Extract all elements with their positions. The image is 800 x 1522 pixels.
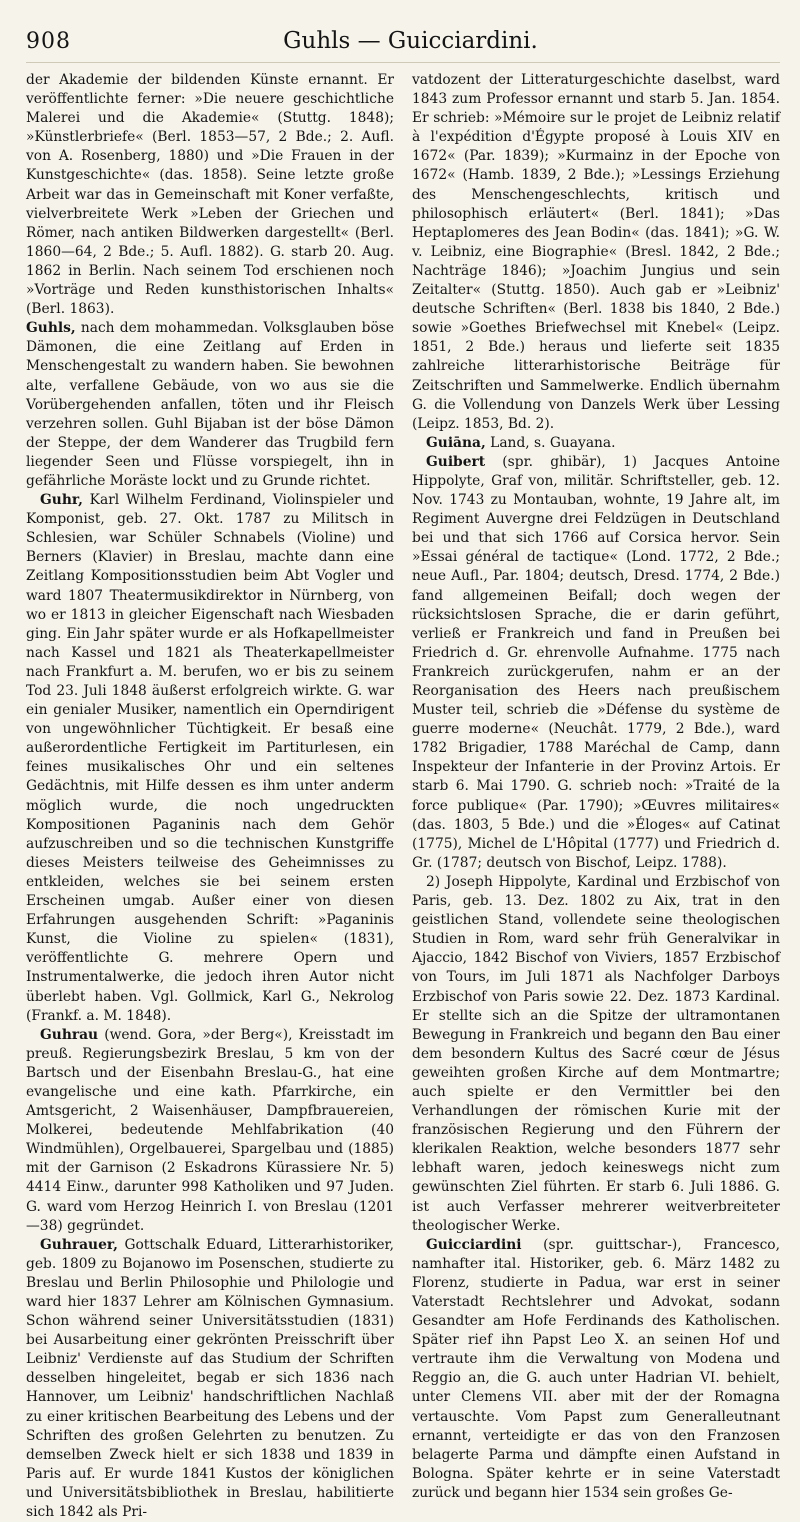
page-number: 908 — [26, 29, 71, 54]
entry-guhls — [26, 319, 394, 491]
headword: Guhrau — [40, 1026, 99, 1043]
headword: Guhr, — [40, 492, 83, 509]
entry-guibert-2 — [412, 873, 780, 1236]
entry-guhr — [26, 491, 394, 1026]
entry-continuation — [412, 71, 780, 434]
entry-guicciardini — [412, 1236, 780, 1503]
page-header — [26, 28, 780, 63]
headword: Guhls, — [26, 320, 76, 337]
entry-text: (wend. Gora, »der Berg«), Kreisstadt im preuß. Regierungsbezirk Breslau, 5 km von der Bartsch und der Eisenbahn Breslau-G., hat eine evangelische und eine kath. Pfarrkirche, ein Amtsgericht, 2 Waisenhäuser, Dampfbrauereien, Molkerei, bedeutende Mehlfabrikation (40 Windmühlen), Orgelbauerei, Spargelbau und (1885) mit der Garnison (2 Eskadrons Kürassiere Nr. 5) 4414 Einw., darunter 998 Katholiken und 97 Juden. G. ward vom Herzog Heinrich I. von Breslau (1201—38) gegründet. — [26, 1026, 394, 1234]
left-column — [26, 71, 394, 1521]
entry-continuation — [26, 71, 394, 319]
headword: Guhrauer, — [40, 1236, 118, 1253]
running-title: Guhls — Guicciardini. — [283, 28, 538, 54]
entry-text: nach dem mohammedan. Volksglauben böse Dämonen, die eine Zeitlang auf Erden in Menschengestalt zu wandern haben. Sie bewohnen alte, verfallene Gebäude, von wo aus sie die Vorübergehenden anfallen, töten und ihr Fleisch verzehren sollen. Guhl Bijaban ist der böse Dämon der Steppe, der dem Wanderer das Trugbild fern liegender Seen und Flüsse vorspiegelt, ihn in gefährliche Moräste lockt und zu Grunde richtet. — [26, 320, 394, 489]
entry-text: Land, s. Guayana. — [485, 434, 616, 451]
entry-text: 2) Joseph Hippolyte, Kardinal und Erzbischof von Paris, geb. 13. Dez. 1802 zu Aix, trat in den geistlichen Stand, vollendete seine theologischen Studien in Rom, ward sehr früh Generalvikar in Ajaccio, 1842 Bischof von Viviers, 1857 Erzbischof von Tours, im Juli 1871 als Nachfolger Darboys Erzbischof von Paris sowie 22. Dez. 1873 Kardinal. Er stellte sich an die Spitze der ultramontanen Bewegung in Frankreich und begann den Bau einer dem besondern Kultus des Sacré cœur de Jésus geweihten großen Kirche auf dem Montmartre; auch spielte er den Vermittler bei den Verhandlungen der römischen Kurie mit der französischen Regierung und den Führern der klerikalen Reaktion, welche besonders 1877 sehr lebhaft waren, jedoch keineswegs nicht zum gewünschten Ziel führten. Er starb 6. Juli 1886. G. ist auch Verfasser mehrerer weitverbreiteter theologischer Werke. — [412, 873, 780, 1234]
right-column — [412, 71, 780, 1501]
paragraph-text: vatdozent der Litteraturgeschichte daselbst, ward 1843 zum Professor ernannt und starb 5. Jan. 1854. Er schrieb: »Mémoire sur le projet de Leibniz relatif à l'expédition d'Égypte proposé à Louis XIV en 1672« (Par. 1839); »Kurmainz in der Epoche von 1672« (Hamb. 1839, 2 Bde.); »Lessings Erziehung des Menschengeschlechts, kritisch und philosophisch erläutert« (Berl. 1841); »Das Heptaplomeres des Jean Bodin« (das. 1841); »G. W. v. Leibniz, eine Biographie« (Bresl. 1842, 2 Bde.; Nachträge 1846); »Joachim Jungius und sein Zeitalter« (Stuttg. 1850). Auch gab er »Leibniz' deutsche Schriften« (Berl. 1838 bis 1840, 2 Bde.) sowie »Goethes Briefwechsel mit Knebel« (Leipz. 1851, 2 Bde.) heraus und lieferte seit 1835 zahlreiche litterarhistorische Beiträge für Zeitschriften und Sammelwerke. Endlich übernahm G. die Vollendung von Danzels Werk über Lessing (Leipz. 1853, Bd. 2). — [412, 72, 780, 432]
entry-guibert — [412, 453, 780, 873]
paragraph-text: der Akademie der bildenden Künste ernannt. Er veröffentlichte ferner: »Die neuere geschichtliche Malerei und die Akademie« (Stuttg. 1848); »Künstlerbriefe« (Berl. 1853—57, 2 Bde.; 2. Aufl. von A. Rosenberg, 1880) und »Die Frauen in der Kunstgeschichte« (das. 1858). Seine letzte große Arbeit war das in Gemeinschaft mit Koner verfaßte, vielverbreitete Werk »Leben der Griechen und Römer, nach antiken Bildwerken dargestellt« (Berl. 1860—64, 2 Bde.; 5. Aufl. 1882). G. starb 20. Aug. 1862 in Berlin. Nach seinem Tod erschienen noch »Vorträge und Reden kunsthistorischen Inhalts« (Berl. 1863). — [26, 72, 394, 318]
entry-text: (spr. ghibär), 1) Jacques Antoine Hippolyte, Graf von, militär. Schriftsteller, geb. 12. Nov. 1743 zu Montauban, wohnte, 19 Jahre alt, im Regiment Auvergne drei Feldzügen in Deutschland bei und that sich 1766 auf Corsica hervor. Sein »Essai général de tactique« (Lond. 1772, 2 Bde.; neue Aufl., Par. 1804; deutsch, Dresd. 1774, 2 Bde.) fand allgemeinen Beifall; doch wegen der rücksichtslosen Sprache, die er darin geführt, verließ er Frankreich und fand in Preußen bei Friedrich d. Gr. ehrenvolle Aufnahme. 1775 nach Frankreich zurückgerufen, nahm er an der Reorganisation des Heers nach preußischem Muster teil, schrieb die »Défense du système de guerre moderne« (Neuchât. 1779, 2 Bde.), ward 1782 Brigadier, 1788 Maréchal de Camp, dann Inspekteur der Infanterie in der Provinz Artois. Er starb 6. Mai 1790. G. schrieb noch: »Traité de la force publique« (Par. 1790); »Œuvres militaires« (das. 1803, 5 Bde.) und die »Éloges« auf Catinat (1775), Michel de L'Hôpital (1777) und Friedrich d. Gr. (1787; deutsch von Bischof, Leipz. 1788). — [412, 453, 780, 871]
entry-guhrauer — [26, 1236, 394, 1522]
entry-guhrau — [26, 1026, 394, 1236]
entry-guiana — [412, 434, 780, 453]
entry-text: Gottschalk Eduard, Litterarhistoriker, geb. 1809 zu Bojanowo im Posenschen, studierte zu Breslau und Berlin Philosophie und Philologie und ward hier 1837 Lehrer am Kölnischen Gymnasium. Schon während seiner Universitätsstudien (1831) bei Ausarbeitung einer gekrönten Preisschrift über Leibniz' Verdienste auf das Studium der Schriften desselben hingeleitet, begab er sich 1836 nach Hannover, um Leibniz' handschriftlichen Nachlaß zu einer kritischen Bearbeitung des Lebens und der Schriften des großen Gelehrten zu benutzen. Zu demselben Zweck hielt er sich 1838 und 1839 in Paris auf. Er wurde 1841 Kustos der königlichen und Universitätsbibliothek in Breslau, habilitierte sich 1842 als Pri- — [26, 1236, 394, 1521]
text-columns — [26, 71, 780, 1521]
headword: Guibert — [426, 453, 486, 470]
entry-text: Karl Wilhelm Ferdinand, Violinspieler und Komponist, geb. 27. Okt. 1787 zu Militsch in Schlesien, war Schüler Schnabels (Violine) und Berners (Klavier) in Breslau, machte dann eine Zeitlang Kompositionsstudien beim Abt Vogler und ward 1807 Theatermusikdirektor in Nürnberg, von wo er 1813 in gleicher Eigenschaft nach Wiesbaden ging. Ein Jahr später wurde er als Hofkapellmeister nach Kassel und 1821 als Theaterkapellmeister nach Frankfurt a. M. berufen, wo er bis zu seinem Tod 23. Juli 1848 äußerst erfolgreich wirkte. G. war ein genialer Musiker, namentlich ein Operndirigent von ungewöhnlicher Tüchtigkeit. Er besaß eine außerordentliche Fertigkeit im Partiturlesen, ein feines musikalisches Ohr und ein seltenes Gedächtnis, mit Hilfe dessen es ihm unter anderm möglich wurde, die noch ungedruckten Kompositionen Paganinis nach dem Gehör aufzuschreiben und so die technischen Kunstgriffe dieses Meisters teilweise des Geheimnisses zu entkleiden, welches sie bei seinem ersten Erscheinen umgab. Außer einer von diesen Erfahrungen ausgehenden Schrift: »Paganinis Kunst, die Violine zu spielen« (1831), veröffentlichte G. mehrere Opern und Instrumentalwerke, die jedoch ihren Autor nicht überlebt haben. Vgl. Gollmick, Karl G., Nekrolog (Frankf. a. M. 1848). — [26, 492, 394, 1024]
headword: Guicciardini — [426, 1236, 522, 1253]
headword: Guiāna, — [426, 434, 486, 451]
entry-text: (spr. guittschar-), Francesco, namhafter ital. Historiker, geb. 6. März 1482 zu Florenz, studierte in Padua, war erst in seiner Vaterstadt Rechtslehrer und Advokat, sodann Gesandter am Hofe Ferdinands des Katholischen. Später rief ihn Papst Leo X. an seinen Hof und vertraute ihm die Verwaltung von Modena und Reggio an, die G. auch unter Hadrian VI. behielt, unter Clemens VII. aber mit der der Romagna vertauschte. Vom Papst zum Generalleutnant ernannt, verteidigte er das von den Franzosen belagerte Parma und dämpfte einen Aufstand in Bologna. Später kehrte er in seine Vaterstadt zurück und begann hier 1534 sein großes Ge- — [412, 1236, 780, 1501]
